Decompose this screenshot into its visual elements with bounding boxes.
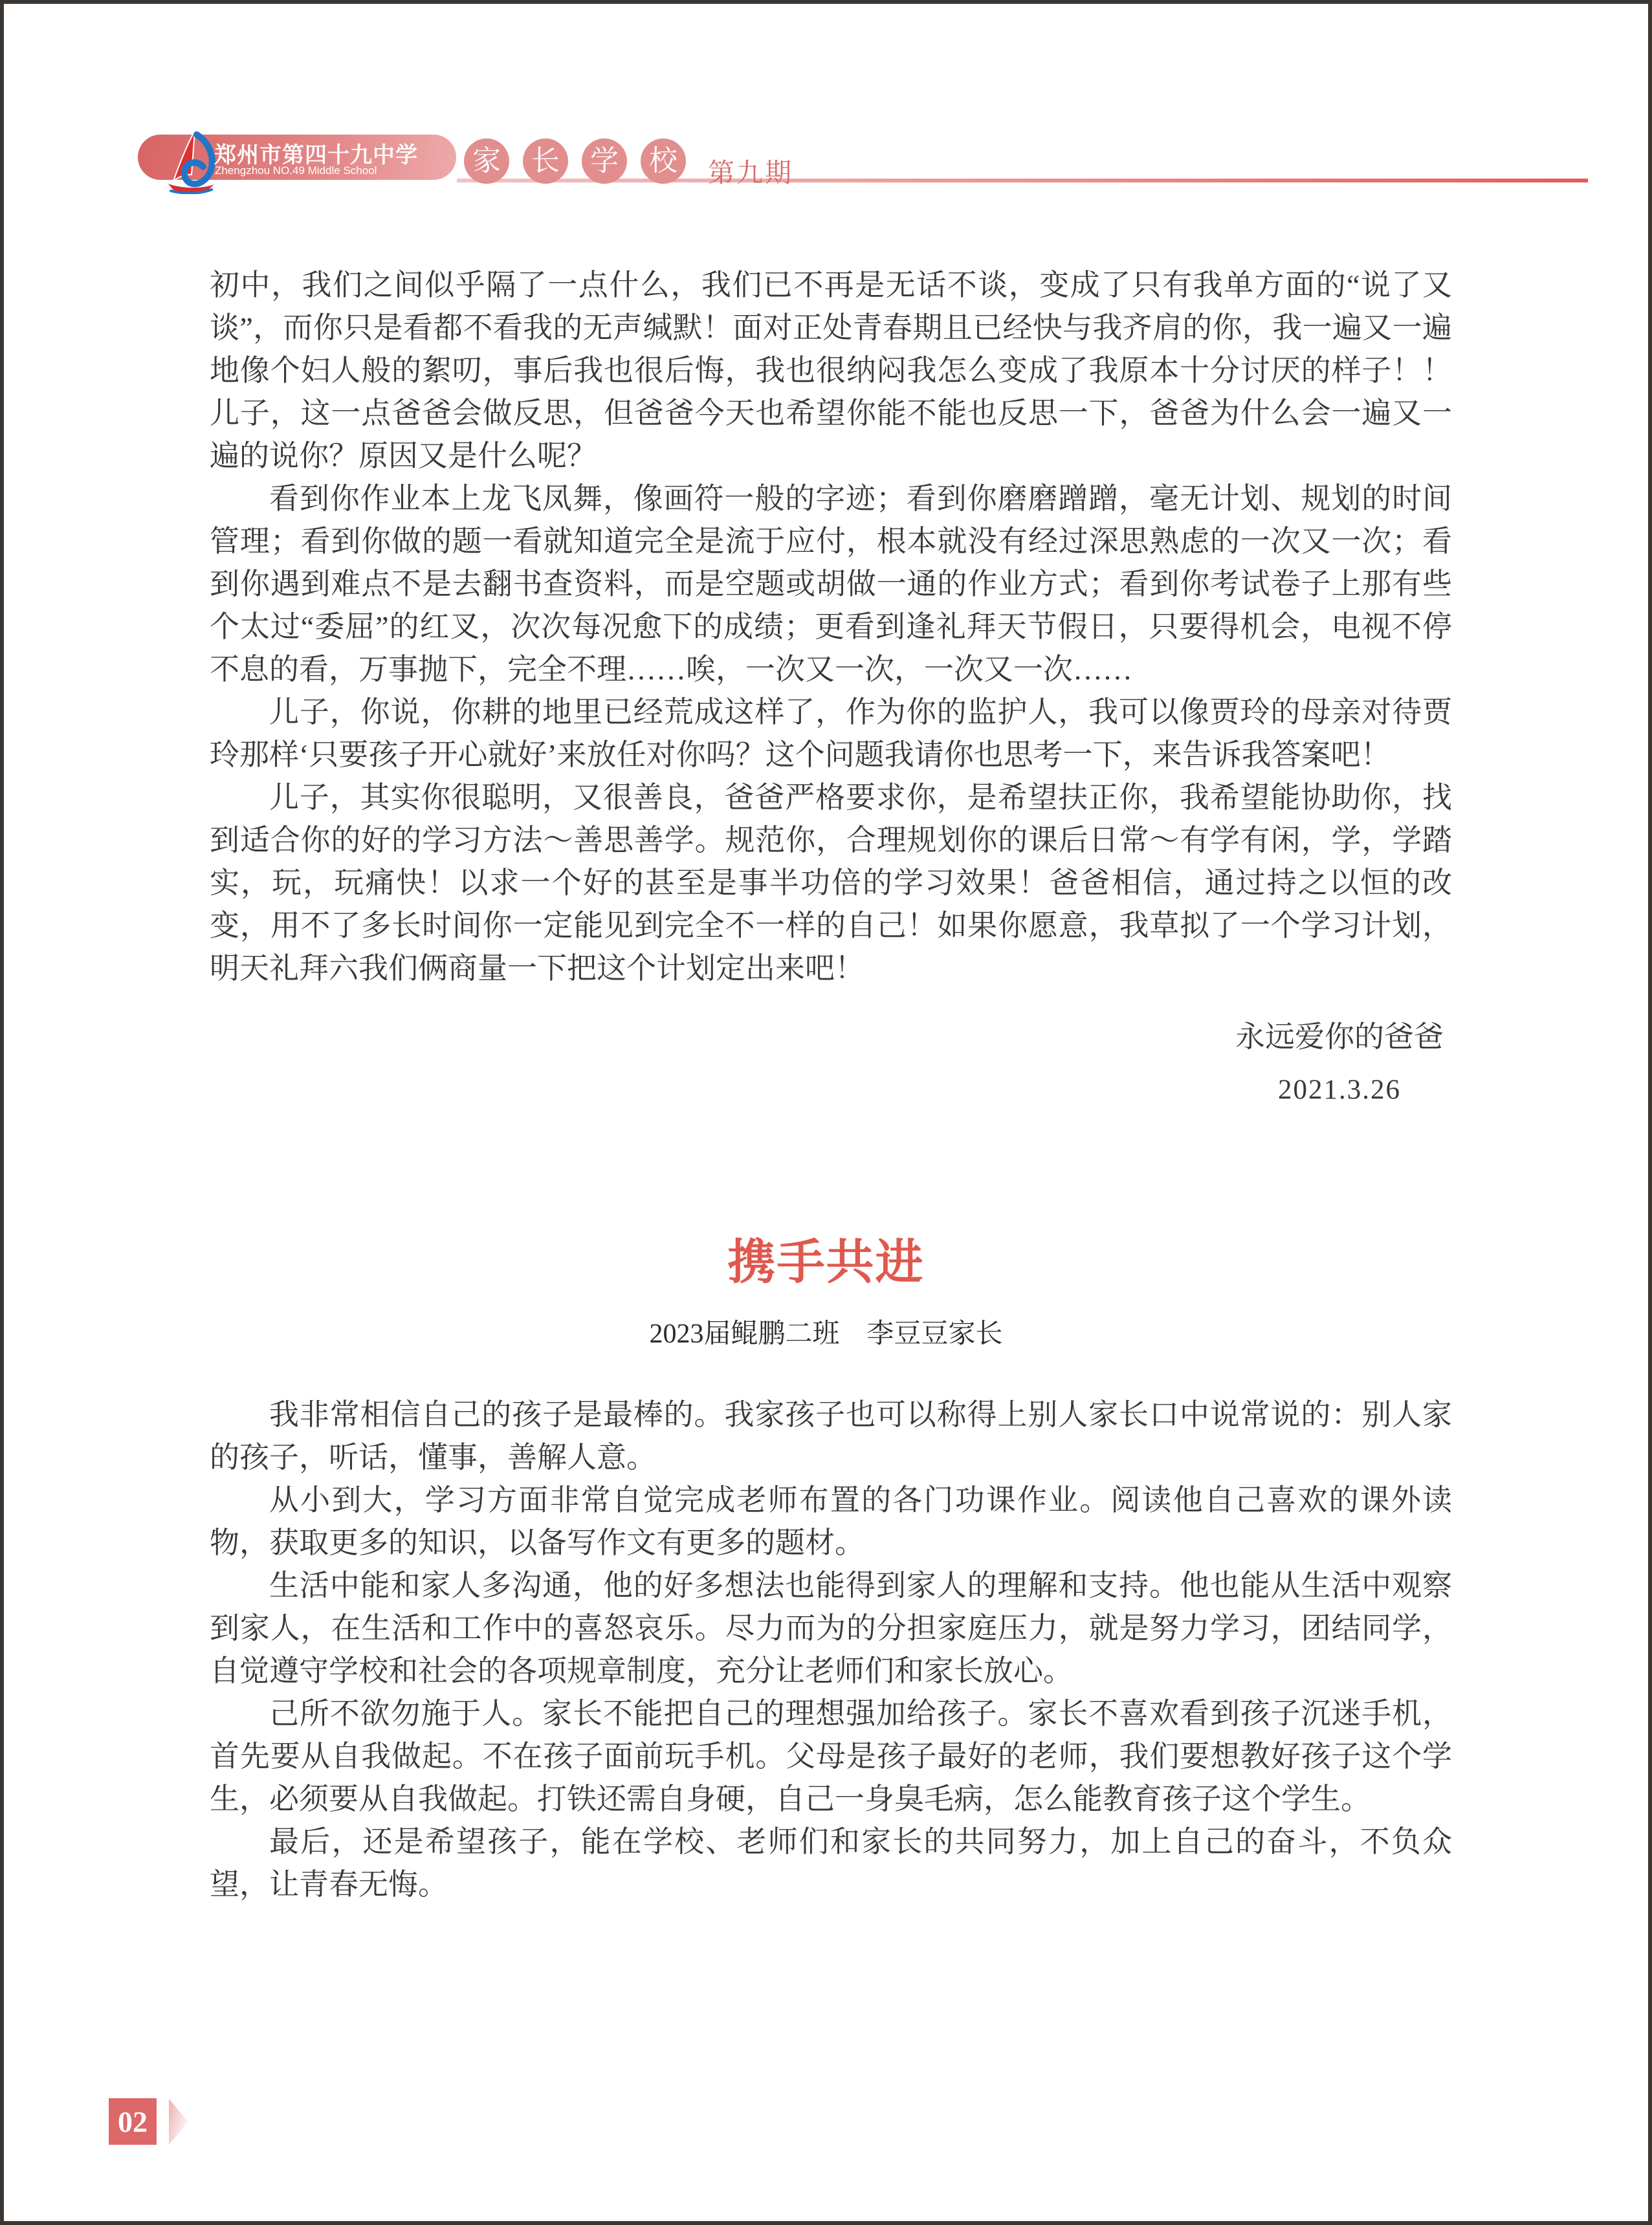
masthead-badges: [464, 138, 686, 184]
masthead-badge: 家: [464, 138, 509, 184]
letter-paragraph: 儿子，其实你很聪明，又很善良，爸爸严格要求你，是希望扶正你，我希望能协助你，找到适合你的好的学习方法～善思善学。规范你，合理规划你的课后日常～有学有闲，学，学踏实，玩，玩痛快！以求一个好的甚至是事半功倍的学习效果！爸爸相信，通过持之以恒的改变，用不了多长时间你一定能见到完全不一样的自己！如果你愿意，我草拟了一个学习计划，明天礼拜六我们俩商量一下把这个计划定出来吧！: [210, 781, 1452, 985]
letter-signature-block: [1231, 1013, 1448, 1106]
article-paragraph: 己所不欲勿施于人。家长不能把自己的理想强加给孩子。家长不喜欢看到孩子沉迷手机，首先要从自我做起。不在孩子面前玩手机。父母是孩子最好的老师，我们要想教好孩子这个学生，必须要从自我做起。打铁还需自身硬，自己一身臭毛病，怎么能教育孩子这个学生。: [210, 1697, 1452, 1815]
article-title: 携手共进: [727, 1236, 925, 1289]
letter-date: 2021.3.26: [1278, 1075, 1401, 1105]
school-name-en: Zhengzhou NO.49 Middle School: [215, 164, 377, 177]
letter-paragraph: 儿子，你说，你耕的地里已经荒成这样了，作为你的监护人，我可以像贾玲的母亲对待贾玲那样‘只要孩子开心就好’来放任对你吗？这个问题我请你也思考一下，来告诉我答案吧！: [210, 696, 1452, 771]
letter-signature: 永远爱你的爸爸: [1235, 1020, 1444, 1053]
page-number-arrow-icon: [169, 2099, 188, 2145]
article-byline: 2023届鲲鹏二班 李豆豆家长: [649, 1319, 1003, 1349]
article-paragraph: 最后，还是希望孩子，能在学校、老师们和家长的共同努力，加上自己的奋斗，不负众望，让青春无悔。: [210, 1825, 1452, 1901]
article-paragraph: 我非常相信自己的孩子是最棒的。我家孩子也可以称得上别人家长口中说常说的：别人家的孩子，听话，懂事，善解人意。: [210, 1398, 1452, 1474]
letter-body: [210, 264, 1452, 990]
letter-paragraph: 初中，我们之间似乎隔了一点什么，我们已不再是无话不谈，变成了只有我单方面的“说了又谈”，而你只是看都不看我的无声缄默！面对正处青春期且已经快与我齐肩的你，我一遍又一遍地像个妇人般的絮叨，事后我也很后悔，我也很纳闷我怎么变成了我原本十分讨厌的样子！！儿子，这一点爸爸会做反思，但爸爸今天也希望你能不能也反思一下，爸爸为什么会一遍又一遍的说你？原因又是什么呢？: [210, 269, 1452, 472]
issue-label: 第九期: [708, 158, 793, 188]
article-body: [210, 1394, 1452, 1906]
school-logo-sail-49-icon: [164, 129, 217, 194]
masthead-badge: 校: [641, 138, 686, 184]
letter-paragraph: 看到你作业本上龙飞凤舞，像画符一般的字迹；看到你磨磨蹭蹭，毫无计划、规划的时间管理；看到你做的题一看就知道完全是流于应付，根本就没有经过深思熟虑的一次又一次；看到你遇到难点不是去翻书查资料，而是空题或胡做一通的作业方式；看到你考试卷子上那有些个太过“委屈”的红叉，次次每况愈下的成绩；更看到逢礼拜天节假日，只要得机会，电视不停不息的看，万事抛下，完全不理……唉，一次又一次，一次又一次……: [210, 482, 1452, 686]
page-number-badge: 02: [109, 2098, 157, 2145]
masthead-badge: 学: [582, 138, 627, 184]
article-paragraph: 从小到大，学习方面非常自觉完成老师布置的各门功课作业。阅读他自己喜欢的课外读物，获取更多的知识，以备写作文有更多的题材。: [210, 1484, 1452, 1559]
school-name-cn: 郑州市第四十九中学: [214, 144, 418, 168]
article-paragraph: 生活中能和家人多沟通，他的好多想法也能得到家人的理解和支持。他也能从生活中观察到家人，在生活和工作中的喜怒哀乐。尽力而为的分担家庭压力，就是努力学习，团结同学，自觉遵守学校和社会的各项规章制度，充分让老师们和家长放心。: [210, 1569, 1452, 1687]
masthead-badge: 长: [523, 138, 568, 184]
